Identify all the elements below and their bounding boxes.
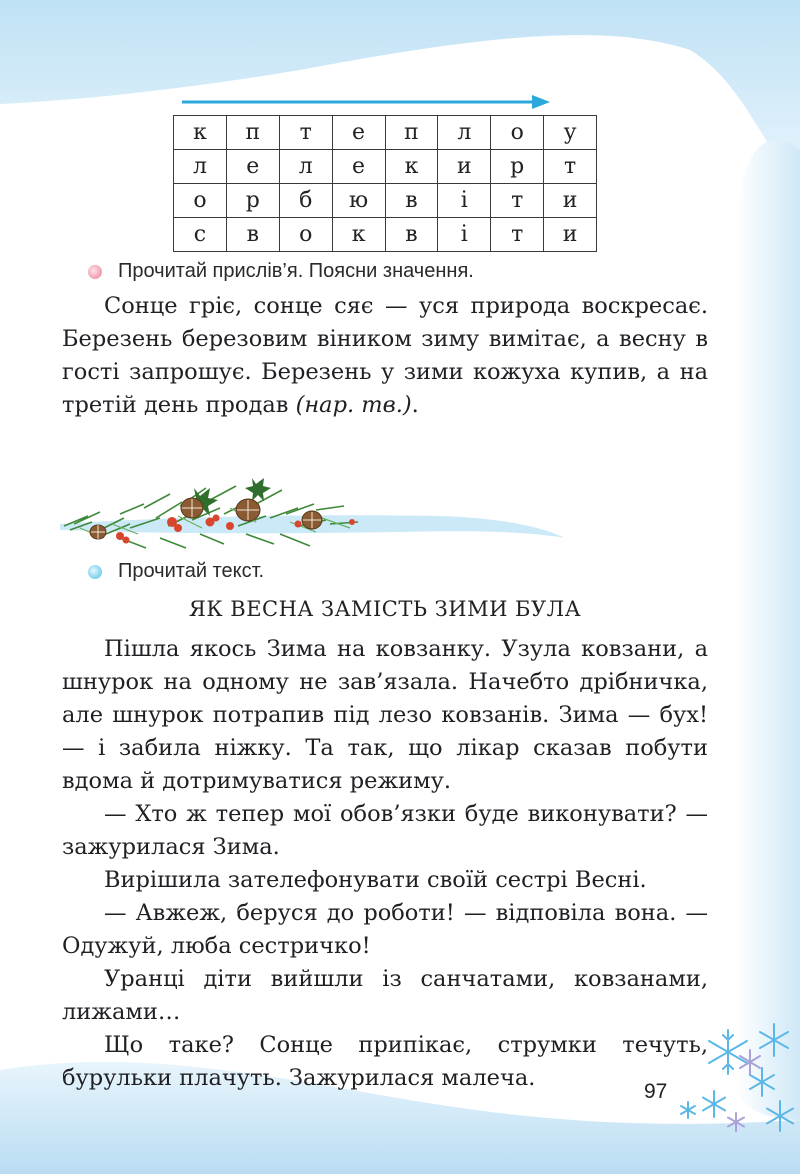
bullet-pink-icon xyxy=(88,265,102,279)
grid-cell: т xyxy=(279,116,332,150)
proverbs-paragraph xyxy=(62,290,708,422)
pine-garland-decoration xyxy=(60,478,570,554)
grid-cell: и xyxy=(438,150,491,184)
grid-cell: к xyxy=(385,150,438,184)
grid-cell: т xyxy=(491,184,544,218)
grid-cell: і xyxy=(438,184,491,218)
grid-cell: в xyxy=(385,184,438,218)
grid-cell: л xyxy=(174,150,227,184)
grid-cell: с xyxy=(174,218,227,252)
story-title: ЯК ВЕСНА ЗАМІСТЬ ЗИМИ БУЛА xyxy=(188,597,582,621)
task-proverbs xyxy=(88,260,474,283)
snowflakes-decoration xyxy=(670,1018,800,1138)
story-paragraph: Уранці діти вийшли із санчатами, ковзанами, лижами… xyxy=(62,966,708,1025)
proverbs-text: Сонце гріє, сонце сяє — уся природа воскресає. Березень березовим віником зиму вимітає, а весну в гості запрошує. Березень у зими кожуха купив, а на третій день продав xyxy=(62,293,708,418)
grid-cell: о xyxy=(279,218,332,252)
grid-cell: и xyxy=(544,184,597,218)
grid-row xyxy=(174,150,597,184)
bullet-cyan-icon xyxy=(88,565,102,579)
grid-cell: к xyxy=(174,116,227,150)
task-read-text-label: Прочитай текст. xyxy=(118,560,265,582)
grid-cell: л xyxy=(438,116,491,150)
grid-cell: у xyxy=(544,116,597,150)
grid-cell: е xyxy=(332,150,385,184)
story-paragraph: — Хто ж тепер мої обов’язки буде виконувати? — зажурилася Зима. xyxy=(62,801,708,860)
grid-row xyxy=(174,116,597,150)
grid-cell: р xyxy=(226,184,279,218)
story-paragraph: Що таке? Сонце припікає, струмки течуть, бурульки плачуть. Зажурилася малеча. xyxy=(62,1032,708,1091)
page-number: 97 xyxy=(644,1080,668,1103)
grid-cell: е xyxy=(226,150,279,184)
grid-cell: о xyxy=(174,184,227,218)
folk-note: (нар. тв.) xyxy=(295,392,412,418)
proverbs-end: . xyxy=(411,392,419,418)
grid-cell: л xyxy=(279,150,332,184)
grid-cell: т xyxy=(544,150,597,184)
grid-cell: т xyxy=(491,218,544,252)
story-paragraph: — Авжеж, беруся до роботи! — відповіла вона. — Одужуй, люба сестричко! xyxy=(62,900,708,959)
grid-row xyxy=(174,218,597,252)
grid-cell: е xyxy=(332,116,385,150)
story-paragraph: Вирішила зателефонувати своїй сестрі Весні. xyxy=(104,867,647,893)
grid-cell: ю xyxy=(332,184,385,218)
grid-cell: в xyxy=(385,218,438,252)
grid-cell: і xyxy=(438,218,491,252)
task-proverbs-text: Прочитай прислів’я. Поясни значення. xyxy=(118,260,474,282)
letter-grid xyxy=(173,115,597,252)
grid-cell: и xyxy=(544,218,597,252)
grid-cell: о xyxy=(491,116,544,150)
grid-cell: р xyxy=(491,150,544,184)
grid-cell: к xyxy=(332,218,385,252)
grid-row xyxy=(174,184,597,218)
grid-cell: п xyxy=(226,116,279,150)
story-body xyxy=(62,633,708,1095)
arrow-right-icon xyxy=(182,94,550,110)
grid-cell: п xyxy=(385,116,438,150)
grid-cell: б xyxy=(279,184,332,218)
grid-cell: в xyxy=(226,218,279,252)
story-paragraph: Пішла якось Зима на ковзанку. Узула ковзани, а шнурок на одному не зав’язала. Начебто дрібничка, але шнурок потрапив під лезо ковзанів. Зима — бух! — і забила ніжку. Та так, що лікар сказав побути вдома й дотримуватися режиму. xyxy=(62,636,708,794)
task-read-text xyxy=(88,560,264,583)
